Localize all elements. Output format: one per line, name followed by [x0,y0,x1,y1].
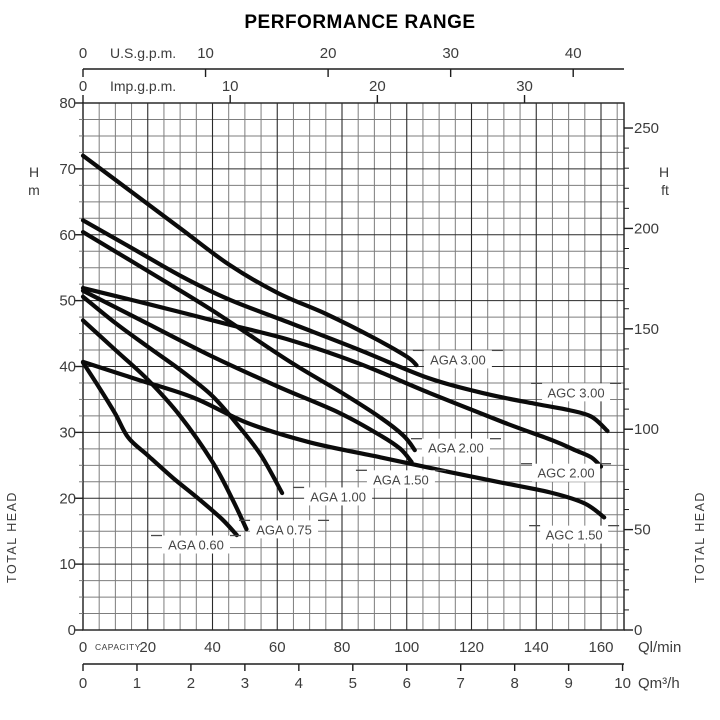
usgpm-axis-label: U.S.g.p.m. [110,45,177,61]
lmin-tick-label: 40 [204,639,221,656]
curve-label-aga-1-00 [293,487,383,505]
head-unit-right-h: H [658,164,670,180]
usgpm-tick-label: 10 [197,45,214,62]
curve-aga-2-00 [83,232,415,450]
usgpm-tick-label: 40 [564,45,582,62]
lmin-tick-label: 120 [458,639,485,656]
lmin-tick-label: 140 [523,639,549,656]
head-unit-left-m: m [28,182,40,198]
head-unit-right-ft: ft [661,182,669,198]
head-m-tick-label: 60 [59,226,76,244]
lmin-tick-label: 20 [139,639,157,656]
impgpm-tick-label: 20 [369,78,386,95]
curve-label-text: AGA 0.60 [168,537,224,553]
m3h-tick-label: 10 [614,675,631,692]
curve-label-text: AGA 2.00 [428,440,484,456]
impgpm-tick-label: 30 [516,78,533,95]
m3h-tick-label: 1 [132,675,142,692]
head-m-tick-label: 20 [59,490,76,508]
curve-label-text: AGA 0.75 [256,522,312,538]
curve-label-aga-3-00 [413,350,503,368]
head-m-tick-label: 40 [59,358,76,376]
curve-label-aga-2-00 [411,439,501,457]
pump-curves [83,156,608,538]
m3h-unit-label: Qm³/h [638,675,680,692]
lmin-tick-label: 0 [78,639,88,656]
m3h-tick-label: 2 [186,675,196,692]
impgpm-tick-label: 10 [221,78,239,95]
lmin-tick-label: 60 [268,639,286,656]
usgpm-tick-label: 0 [78,45,88,62]
m3h-tick-label: 9 [564,675,573,692]
lmin-unit-label: Ql/min [638,639,682,656]
curve-label-agc-3-00 [531,383,621,401]
capacity-label: CAPACITY [95,642,141,652]
pump-curve-labels [151,350,621,553]
usgpm-tick-label: 20 [319,45,337,62]
curve-label-text: AGA 1.00 [310,489,366,505]
curve-label-text: AGA 3.00 [430,352,486,368]
head-m-tick-label: 30 [59,424,76,442]
curve-label-agc-2-00 [521,464,611,482]
head-ft-tick-label: 50 [634,521,651,539]
usgpm-tick-label: 30 [442,45,460,62]
curve-label-aga-0-60 [151,536,241,554]
m3h-tick-label: 6 [402,675,411,692]
lmin-tick-label: 100 [394,639,420,656]
m3h-tick-label: 5 [348,675,357,692]
total-head-label-right: TOTAL HEAD [693,491,707,583]
curve-label-text: AGC 3.00 [547,385,605,401]
m3h-tick-label: 7 [456,675,465,692]
curve-label-text: AGC 2.00 [537,465,595,481]
head-ft-tick-label: 0 [634,622,643,639]
impgpm-axis-label: Imp.g.p.m. [110,78,177,94]
curve-label-aga-1-50 [356,470,446,488]
head-ft-tick-label: 150 [634,320,660,338]
m3h-tick-label: 8 [510,675,519,692]
m3h-tick-label: 0 [78,675,88,692]
curve-label-text: AGA 1.50 [373,472,429,488]
head-ft-tick-label: 250 [634,120,660,138]
m3h-tick-label: 3 [240,675,250,692]
head-ft-tick-label: 200 [634,220,660,238]
curve-label-aga-0-75 [239,520,329,538]
m3h-tick-label: 4 [294,675,304,692]
head-m-tick-label: 0 [67,622,76,639]
lmin-tick-label: 80 [333,639,351,656]
head-m-tick-label: 70 [59,160,76,178]
head-m-tick-label: 50 [59,292,76,310]
total-head-label-left: TOTAL HEAD [5,491,19,583]
chart-title: PERFORMANCE RANGE [244,12,476,33]
impgpm-tick-label: 0 [78,78,88,95]
curve-label-agc-1-50 [529,526,619,544]
head-unit-left-h: H [28,164,40,180]
lmin-tick-label: 160 [588,639,614,656]
head-m-tick-label: 10 [59,556,76,574]
curve-label-text: AGC 1.50 [545,527,603,543]
head-ft-tick-label: 100 [634,421,660,439]
head-m-tick-label: 80 [59,95,76,112]
